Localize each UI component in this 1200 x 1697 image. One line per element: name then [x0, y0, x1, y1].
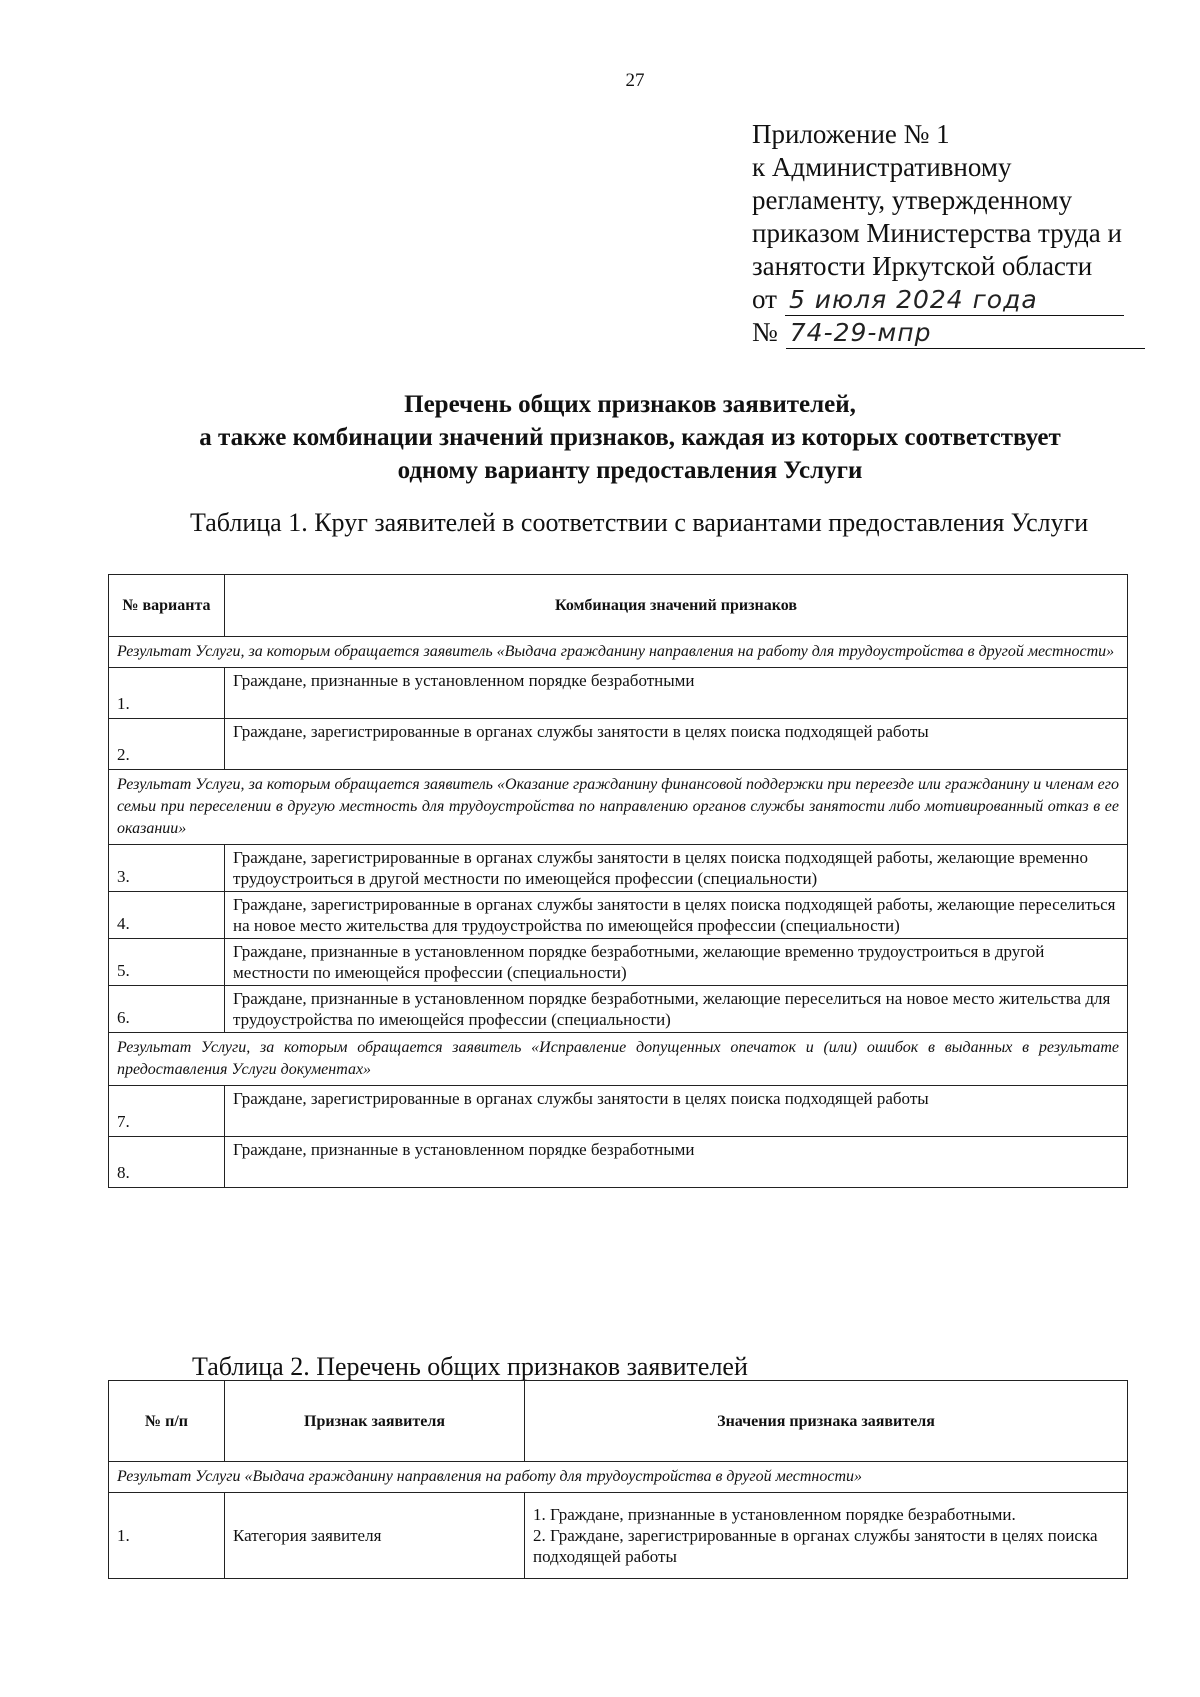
- heading-line: одному варианту предоставления Услуги: [397, 457, 863, 484]
- row-number: 1.: [109, 1493, 225, 1579]
- attribute-value: 2. Граждане, зарегистрированные в органах службы занятости в целях поиска подходящей работы: [533, 1526, 1098, 1566]
- appendix-number-line: [752, 316, 1152, 349]
- variant-text: Граждане, зарегистрированные в органах службы занятости в целях поиска подходящей работы: [225, 719, 1128, 770]
- section-text: Результат Услуги, за которым обращается заявитель «Исправление допущенных опечаток и (или) ошибок в выданных в результате предоставления Услуги документах»: [109, 1033, 1128, 1086]
- appendix-line: к Административному: [752, 152, 1012, 182]
- table-header-row: [109, 1381, 1128, 1462]
- variant-text: Граждане, признанные в установленном порядке безработными, желающие переселиться на новое место жительства для трудоустройства по имеющейся профессии (специальности): [225, 986, 1128, 1033]
- variant-text: Граждане, признанные в установленном порядке безработными: [225, 1137, 1128, 1188]
- header-attribute-values: Значения признака заявителя: [525, 1381, 1128, 1462]
- variant-text: Граждане, зарегистрированные в органах службы занятости в целях поиска подходящей работы, желающие временно трудоустроиться в другой местности по имеющейся профессии (специальности): [225, 845, 1128, 892]
- handwritten-date: 5 июля 2024 года: [785, 285, 1124, 316]
- appendix-line: Приложение № 1: [752, 119, 950, 149]
- section-text: Результат Услуги «Выдача гражданину направления на работу для трудоустройства в другой местности»: [109, 1462, 1128, 1493]
- table-row: [109, 1086, 1128, 1137]
- table-header-row: [109, 575, 1128, 637]
- heading-line: а также комбинации значений признаков, каждая из которых соответствует: [199, 424, 1061, 451]
- section-row: [109, 1033, 1128, 1086]
- header-row-number: № п/п: [109, 1381, 225, 1462]
- attribute-values: [525, 1493, 1128, 1579]
- table-row: [109, 1493, 1128, 1579]
- appendix-line: регламенту, утвержденному: [752, 185, 1073, 215]
- variant-number: 2.: [109, 719, 225, 770]
- variant-number: 8.: [109, 1137, 225, 1188]
- variant-text: Граждане, признанные в установленном порядке безработными: [225, 668, 1128, 719]
- section-text: Результат Услуги, за которым обращается заявитель «Выдача гражданину направления на работу для трудоустройства в другой местности»: [109, 637, 1128, 668]
- handwritten-number: 74-29-мпр: [786, 318, 1145, 349]
- variant-text: Граждане, признанные в установленном порядке безработными, желающие временно трудоустроиться в другой местности по имеющейся профессии (специальности): [225, 939, 1128, 986]
- variant-number: 6.: [109, 986, 225, 1033]
- appendix-line: приказом Министерства труда и: [752, 218, 1122, 248]
- variant-number: 4.: [109, 892, 225, 939]
- date-prefix: от: [752, 284, 777, 314]
- section-row: [109, 1462, 1128, 1493]
- table-row: [109, 845, 1128, 892]
- header-attribute: Признак заявителя: [225, 1381, 525, 1462]
- section-row: [109, 637, 1128, 668]
- appendix-date-line: [752, 283, 1152, 316]
- table-row: [109, 986, 1128, 1033]
- variant-text: Граждане, зарегистрированные в органах службы занятости в целях поиска подходящей работы, желающие переселиться на новое место жительства для трудоустройства по имеющейся профессии (специальности): [225, 892, 1128, 939]
- table-applicant-attributes: [108, 1380, 1128, 1579]
- variant-number: 7.: [109, 1086, 225, 1137]
- header-variant-number: № варианта: [109, 575, 225, 637]
- attribute-name: Категория заявителя: [225, 1493, 525, 1579]
- section-row: [109, 770, 1128, 845]
- variant-text: Граждане, зарегистрированные в органах службы занятости в целях поиска подходящей работы: [225, 1086, 1128, 1137]
- appendix-block: [752, 118, 1152, 349]
- number-prefix: №: [752, 317, 778, 347]
- variant-number: 3.: [109, 845, 225, 892]
- table-applicant-variants: [108, 574, 1128, 1188]
- variant-number: 5.: [109, 939, 225, 986]
- table2-caption: Таблица 2. Перечень общих признаков заявителей: [192, 1352, 748, 1381]
- table-row: [109, 719, 1128, 770]
- page-number: 27: [625, 70, 645, 91]
- table-row: [109, 668, 1128, 719]
- document-heading: [110, 388, 1150, 487]
- attribute-value: 1. Граждане, признанные в установленном порядке безработными.: [533, 1505, 1016, 1524]
- table1-caption: Таблица 1. Круг заявителей в соответствии с вариантами предоставления Услуги: [190, 508, 1089, 537]
- appendix-line: занятости Иркутской области: [752, 251, 1093, 281]
- table-row: [109, 1137, 1128, 1188]
- table-row: [109, 939, 1128, 986]
- section-text: Результат Услуги, за которым обращается заявитель «Оказание гражданину финансовой поддержки при переезде или гражданину и членам его семьи при переселении в другую местность для трудоустройства по направлению органов службы занятости либо мотивированный отказ в ее оказании»: [109, 770, 1128, 845]
- variant-number: 1.: [109, 668, 225, 719]
- table-row: [109, 892, 1128, 939]
- header-combination: Комбинация значений признаков: [225, 575, 1128, 637]
- heading-line: Перечень общих признаков заявителей,: [404, 391, 856, 418]
